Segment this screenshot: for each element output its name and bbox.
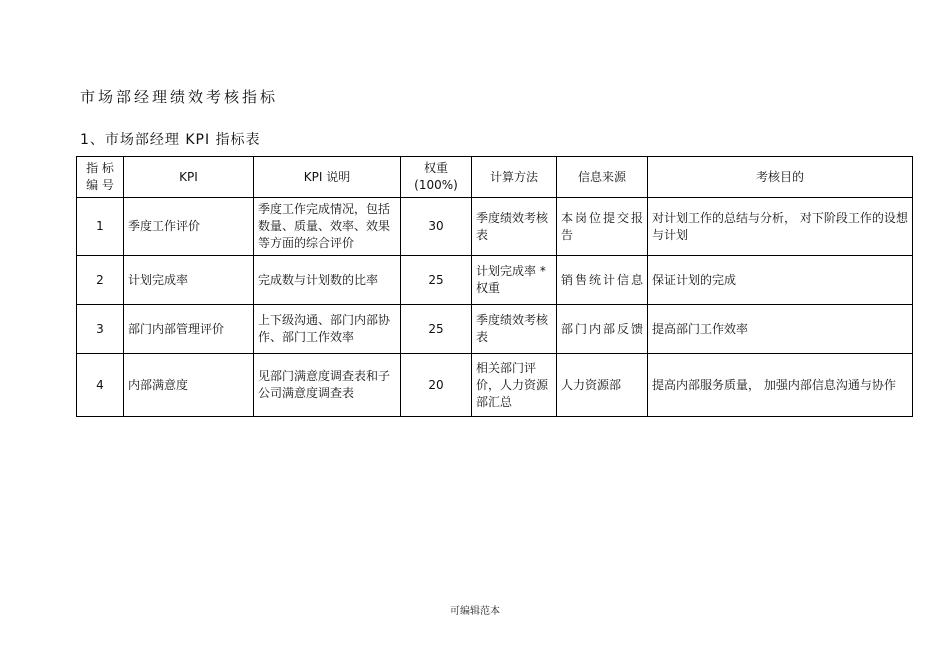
cell-method: 计划完成率 * 权重: [472, 256, 557, 305]
kpi-table: [76, 156, 913, 417]
header-goal: 考核目的: [648, 157, 913, 198]
cell-weight: 25: [401, 305, 472, 354]
header-desc: KPI 说明: [254, 157, 401, 198]
table-row: [77, 256, 913, 305]
table-row: [77, 305, 913, 354]
table-row: [77, 354, 913, 417]
cell-desc: 上下级沟通、部门内部协作、部门工作效率: [254, 305, 401, 354]
cell-source: 销售统计信息: [557, 256, 648, 305]
cell-index: 4: [77, 354, 124, 417]
cell-weight: 20: [401, 354, 472, 417]
cell-index: 2: [77, 256, 124, 305]
cell-weight: 25: [401, 256, 472, 305]
cell-kpi: 计划完成率: [124, 256, 254, 305]
header-source: 信息来源: [557, 157, 648, 198]
cell-method: 相关部门评价，人力资源部汇总: [472, 354, 557, 417]
header-index: 指 标 编 号: [77, 157, 124, 198]
section-title: 1、市场部经理 KPI 指标表: [80, 132, 261, 148]
table-header-row: [77, 157, 913, 198]
page-footer: 可编辑范本: [450, 606, 500, 617]
cell-goal: 保证计划的完成: [648, 256, 913, 305]
document-title: 市场部经理绩效考核指标: [80, 88, 279, 106]
cell-source: 部门内部反馈: [557, 305, 648, 354]
cell-weight: 30: [401, 198, 472, 256]
cell-kpi: 内部满意度: [124, 354, 254, 417]
cell-source: 本岗位提交报告: [557, 198, 648, 256]
cell-desc: 见部门满意度调查表和子公司满意度调查表: [254, 354, 401, 417]
cell-desc: 完成数与计划数的比率: [254, 256, 401, 305]
cell-index: 3: [77, 305, 124, 354]
cell-goal: 提高部门工作效率: [648, 305, 913, 354]
header-kpi: KPI: [124, 157, 254, 198]
cell-kpi: 季度工作评价: [124, 198, 254, 256]
cell-kpi: 部门内部管理评价: [124, 305, 254, 354]
header-weight: 权重 (100%): [401, 157, 472, 198]
cell-method: 季度绩效考核表: [472, 198, 557, 256]
table-row: [77, 198, 913, 256]
cell-source: 人力资源部: [557, 354, 648, 417]
cell-desc: 季度工作完成情况，包括数量、质量、效率、效果等方面的综合评价: [254, 198, 401, 256]
cell-method: 季度绩效考核表: [472, 305, 557, 354]
cell-goal: 对计划工作的总结与分析， 对下阶段工作的设想与计划: [648, 198, 913, 256]
cell-index: 1: [77, 198, 124, 256]
header-method: 计算方法: [472, 157, 557, 198]
cell-goal: 提高内部服务质量， 加强内部信息沟通与协作: [648, 354, 913, 417]
